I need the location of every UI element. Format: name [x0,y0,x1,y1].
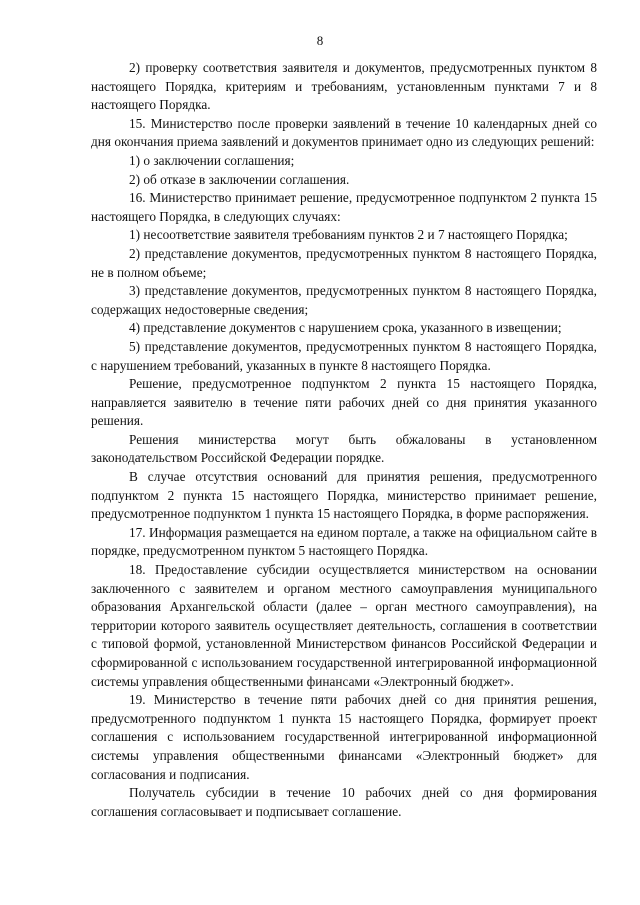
paragraph: 3) представление документов, предусмотренных пунктом 8 настоящего Порядка, содержащих недостоверные сведения; [91,283,597,317]
paragraph: 4) представление документов с нарушением срока, указанного в извещении; [129,320,562,336]
paragraph: 2) проверку соответствия заявителя и документов, предусмотренных пунктом 8 настоящего Порядка, критериям и требованиям, установленным пунктами 7 и 8 настоящего Порядка. [91,60,597,113]
paragraph: 1) о заключении соглашения; [129,152,295,168]
paragraph: Решение, предусмотренное подпунктом 2 пункта 15 настоящего Порядка, направляется заявителю в течение пяти рабочих дней со дня принятия указанного решения. [91,376,597,429]
paragraph: 16. Министерство принимает решение, предусмотренное подпунктом 2 пункта 15 настоящего Порядка, в следующих случаях: [91,190,597,224]
paragraph: Решения министерства могут быть обжалованы в установленном законодательством Российской Федерации порядке. [91,431,597,466]
paragraph: 18. Предоставление субсидии осуществляется министерством на основании заключенного с заявителем и органом местного самоуправления муниципального образования Архангельской области (далее – орган местного самоуправления), на территории которого заявитель осуществляет деятельность, соглашения в соответствии с типовой формой, установленной Министерством финансов Российской Федерации и сформированной с использованием государственной интегрированной информационной системы управления общественными финансами «Электронный бюджет». [91,562,597,689]
paragraph: 1) несоответствие заявителя требованиям пунктов 2 и 7 настоящего Порядка; [129,227,568,243]
paragraph: 2) об отказе в заключении соглашения. [129,171,350,187]
paragraph: Получатель субсидии в течение 10 рабочих дней со дня формирования соглашения согласовывает и подписывает соглашение. [91,785,597,819]
paragraph: 15. Министерство после проверки заявлений в течение 10 календарных дней со дня окончания приема заявлений и документов принимает одно из следующих решений: [91,115,597,150]
document-body [91,59,597,821]
paragraph: 5) представление документов, предусмотренных пунктом 8 настоящего Порядка, с нарушением требований, указанных в пункте 8 настоящего Порядка. [91,338,597,373]
page-number: 8 [316,33,324,48]
paragraph: 19. Министерство в течение пяти рабочих дней со дня принятия решения, предусмотренного подпунктом 1 пункта 15 настоящего Порядка, формирует проект соглашения с использованием государственной интегрированной информационной системы управления общественными финансами «Электронный бюджет» для согласования и подписания. [91,692,597,782]
paragraph: 17. Информация размещается на едином портале, а также на официальном сайте в порядке, предусмотренном пунктом 5 настоящего Порядка. [91,524,597,559]
paragraph: 2) представление документов, предусмотренных пунктом 8 настоящего Порядка, не в полном объеме; [91,245,597,280]
paragraph: В случае отсутствия оснований для принятия решения, предусмотренного подпунктом 2 пункта 15 настоящего Порядка, министерство принимает решение, предусмотренное подпунктом 1 пункта 15 настоящего Порядка, в форме распоряжения. [91,469,597,522]
